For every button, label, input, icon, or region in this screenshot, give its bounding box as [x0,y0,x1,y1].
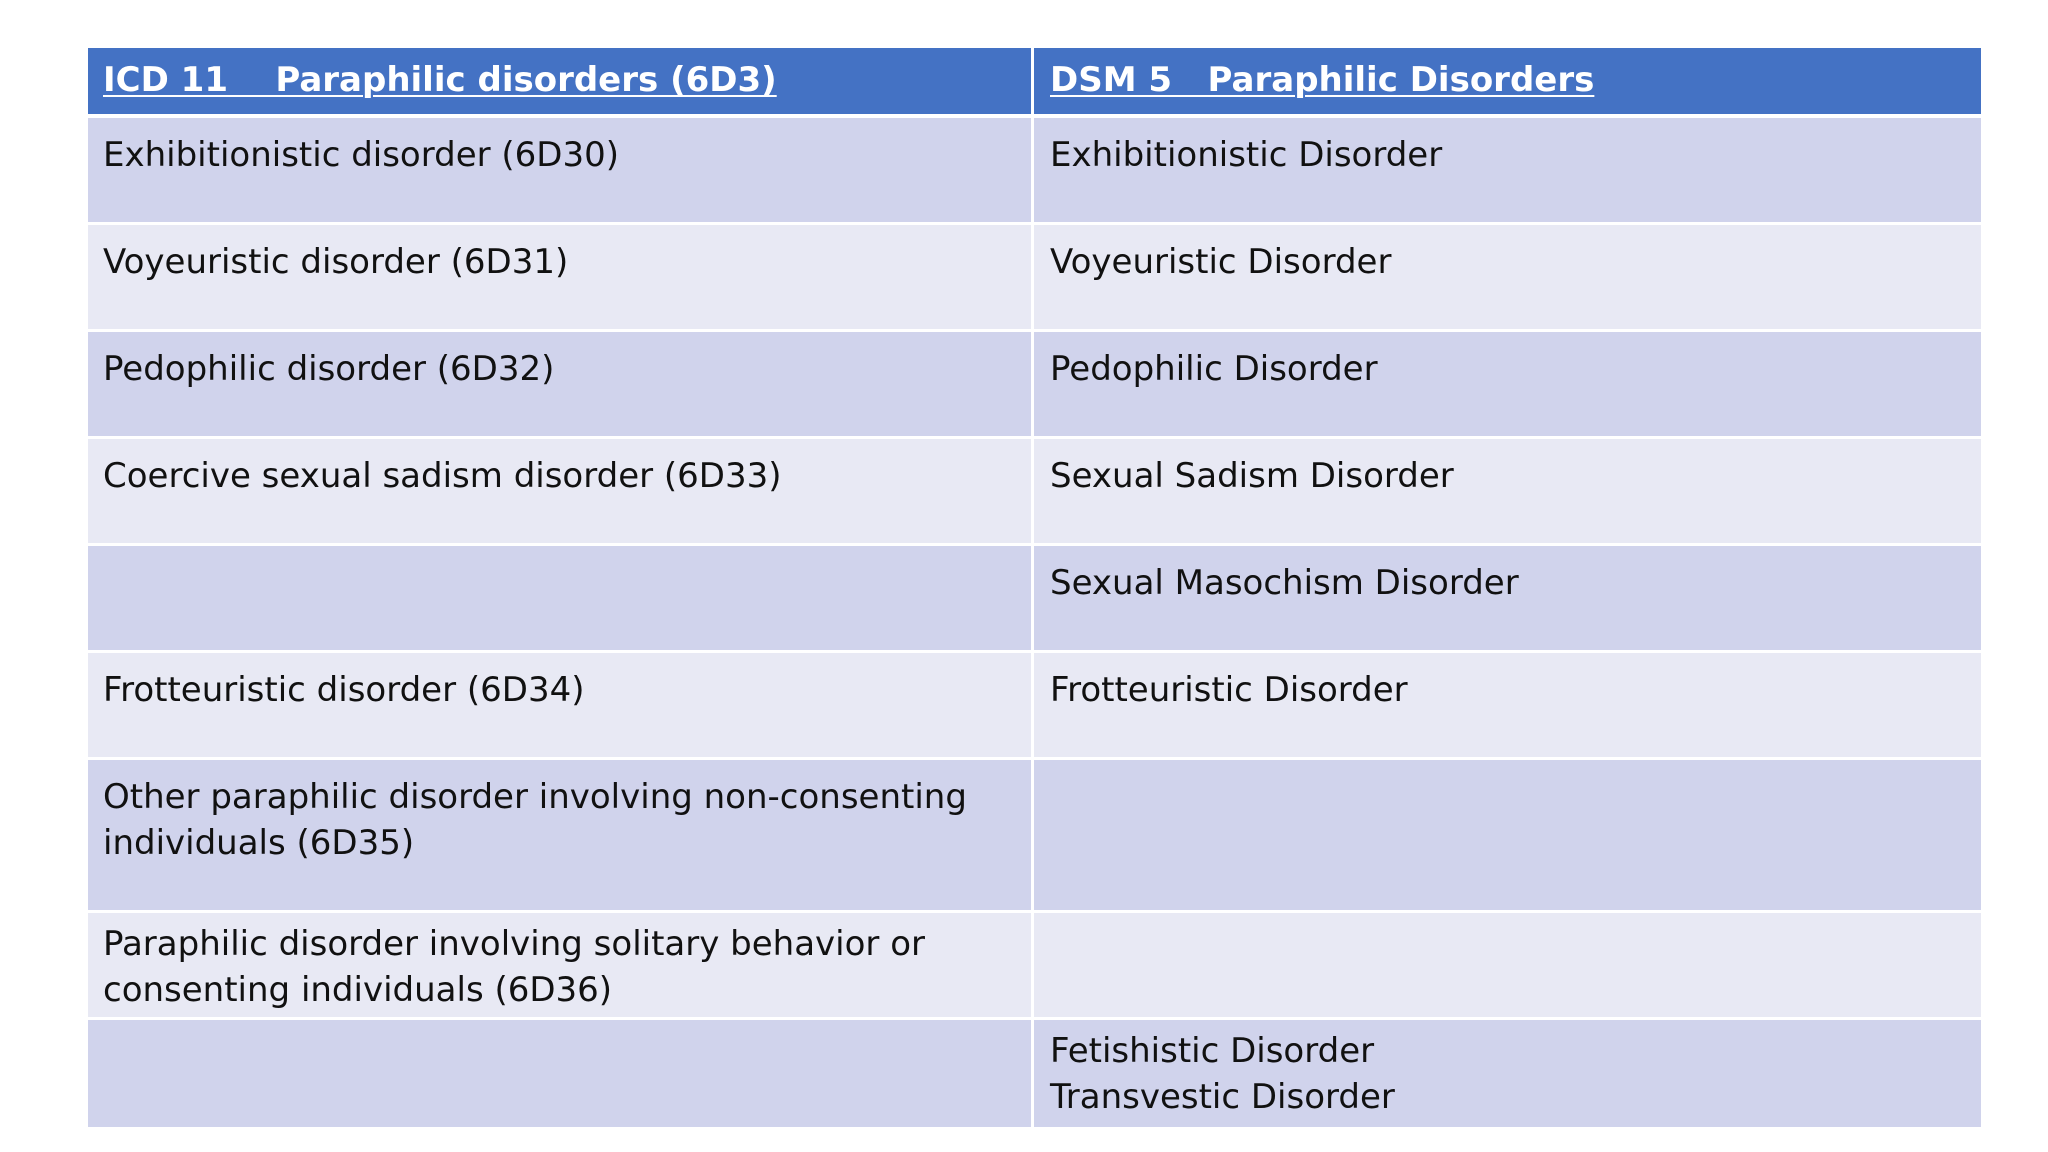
table-cell-dsm [1034,1020,1981,1127]
table-cell-dsm [1034,913,1981,1020]
cell-text: Coercive sexual sadism disorder (6D33) [103,456,782,496]
cell-text: Pedophilic Disorder [1050,349,1378,389]
table-cell-dsm [1034,225,1981,332]
comparison-table [88,48,1981,1127]
cell-text: Frotteuristic Disorder [1050,670,1408,710]
table-cell-icd [88,913,1034,1020]
table-header-icd11 [88,48,1034,118]
cell-text: Voyeuristic disorder (6D31) [103,242,569,282]
cell-text: Other paraphilic disorder involving non-consenting [103,777,967,817]
cell-text: Exhibitionistic Disorder [1050,135,1443,175]
cell-text: individuals (6D35) [103,823,415,863]
table-cell-icd [88,118,1034,225]
table-cell-icd [88,225,1034,332]
cell-text: Voyeuristic Disorder [1050,242,1392,282]
cell-text: Fetishistic Disorder [1050,1031,1375,1071]
table-cell-icd [88,439,1034,546]
table-cell-icd [88,760,1034,913]
cell-text: Sexual Sadism Disorder [1050,456,1454,496]
cell-text: Paraphilic disorder involving solitary behavior or [103,924,925,964]
cell-text: Frotteuristic disorder (6D34) [103,670,585,710]
cell-text: Transvestic Disorder [1050,1077,1395,1117]
table-cell-dsm [1034,439,1981,546]
header-icd11-label: ICD 11 Paraphilic disorders (6D3) [103,60,777,100]
table-cell-icd [88,653,1034,760]
table-cell-icd [88,1020,1034,1127]
cell-text: Exhibitionistic disorder (6D30) [103,135,620,175]
cell-text: Sexual Masochism Disorder [1050,563,1519,603]
table-cell-dsm [1034,760,1981,913]
table-cell-dsm [1034,332,1981,439]
cell-text: consenting individuals (6D36) [103,970,613,1010]
table-cell-icd [88,332,1034,439]
cell-text: Pedophilic disorder (6D32) [103,349,555,389]
table-cell-dsm [1034,653,1981,760]
table-cell-icd [88,546,1034,653]
table-cell-dsm [1034,546,1981,653]
table-cell-dsm [1034,118,1981,225]
table-header-dsm5 [1034,48,1981,118]
header-dsm5-label: DSM 5 Paraphilic Disorders [1050,60,1595,100]
